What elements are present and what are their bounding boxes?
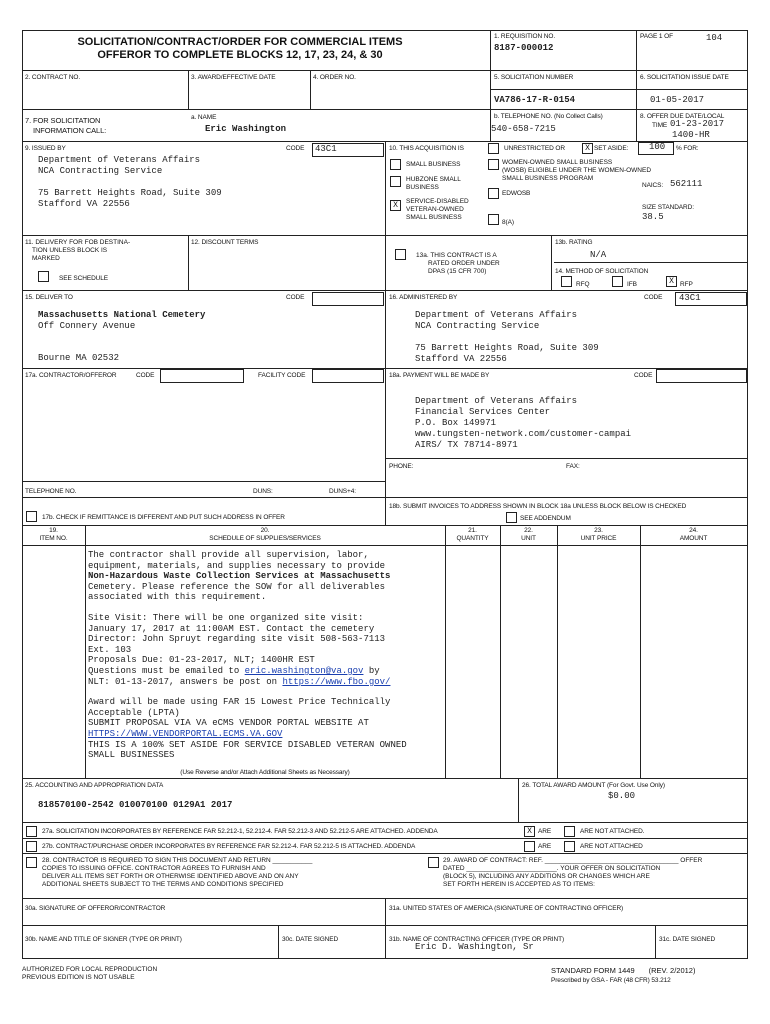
total-award-amount[interactable]: $0.00 bbox=[608, 791, 636, 801]
ifb-checkbox[interactable] bbox=[612, 276, 623, 287]
col-unit-price bbox=[557, 527, 640, 542]
deliver-to-city: Bourne MA 02532 bbox=[38, 353, 120, 363]
hubzone-label-line: BUSINESS bbox=[406, 184, 439, 191]
fob-delivery-label-line: MARKED bbox=[32, 255, 60, 262]
set-aside-label: SET ASIDE: bbox=[594, 145, 629, 152]
schedule-line: The contractor shall provide all supervision, labor, bbox=[88, 550, 369, 560]
payment-code-field[interactable] bbox=[656, 369, 747, 383]
issued-by-address bbox=[38, 155, 222, 210]
submit-invoices-label: 18b. SUBMIT INVOICES TO ADDRESS SHOWN IN BLOCK 18a UNLESS BLOCK BELOW IS CHECKED bbox=[389, 503, 687, 510]
col-label: UNIT PRICE bbox=[580, 534, 617, 542]
addenda-b-are-not-checkbox[interactable] bbox=[564, 841, 575, 852]
offeror-signature-label: 30a. SIGNATURE OF OFFEROR/CONTRACTOR bbox=[25, 905, 166, 912]
payment-code-label: CODE bbox=[634, 372, 653, 379]
payment-line: Department of Veterans Affairs bbox=[415, 396, 578, 406]
duns-plus4-label: DUNS+4: bbox=[329, 488, 356, 495]
size-standard-label: SIZE STANDARD: bbox=[642, 204, 694, 211]
sdvosb-label-line: SERVICE-DISABLED bbox=[406, 198, 469, 205]
rated-order-label-line: 13a. THIS CONTRACT IS A bbox=[416, 252, 497, 259]
info-call-label bbox=[25, 116, 106, 136]
issued-by-code-label: CODE bbox=[286, 145, 305, 152]
payment-line: Financial Services Center bbox=[415, 407, 551, 417]
administered-by-line: Department of Veterans Affairs bbox=[415, 310, 578, 320]
col-label: AMOUNT bbox=[679, 534, 708, 542]
addenda-are-not-checkbox[interactable] bbox=[564, 826, 575, 837]
sdvosb-label-line: VETERAN-OWNED bbox=[406, 206, 464, 213]
payment-line: www.tungsten-network.com/customer-campai bbox=[415, 429, 632, 439]
col-schedule bbox=[85, 527, 445, 542]
solicitation-number-label: 5. SOLICITATION NUMBER bbox=[494, 74, 574, 81]
rated-order-label bbox=[416, 252, 500, 276]
clause-28-checkbox[interactable] bbox=[26, 857, 37, 868]
addenda-b-are-checkbox[interactable] bbox=[524, 841, 535, 852]
naics-label: NAICS: bbox=[642, 182, 664, 189]
schedule-line: SUBMIT PROPOSAL VIA VA eCMS VENDOR PORTAL WEBSITE AT bbox=[88, 718, 369, 729]
page-label: PAGE 1 OF bbox=[640, 33, 673, 40]
payment-line: P.O. Box 149971 bbox=[415, 418, 497, 428]
award-date-label: 3. AWARD/EFFECTIVE DATE bbox=[191, 74, 276, 81]
facility-code-label: FACILITY CODE bbox=[258, 372, 306, 379]
rfp-label: RFP bbox=[680, 281, 693, 288]
solicitation-number[interactable]: VA786-17-R-0154 bbox=[494, 95, 576, 105]
email-link[interactable]: eric.washington@va.gov bbox=[244, 665, 364, 676]
clause-27b-label: 27b. CONTRACT/PURCHASE ORDER INCORPORATES BY REFERENCE FAR 52.212-4. FAR 52.212-5 IS ATTACHED. ADDENDA bbox=[42, 843, 416, 850]
deliver-to-code-label: CODE bbox=[286, 294, 305, 301]
administered-by-code: 43C1 bbox=[679, 293, 701, 303]
hubzone-label bbox=[406, 176, 461, 192]
clause-27b-checkbox[interactable] bbox=[26, 841, 37, 852]
schedule-line bbox=[88, 666, 407, 677]
clause-29-line: SET FORTH HEREIN IS ACCEPTED AS TO ITEMS: bbox=[443, 881, 595, 888]
col-quantity bbox=[445, 527, 500, 542]
col-number: 19. bbox=[49, 527, 58, 534]
schedule-line: January 17, 2017 at 11:00AM EST. Contact the cemetery bbox=[88, 623, 375, 634]
discount-terms-label: 12. DISCOUNT TERMS bbox=[191, 239, 259, 246]
schedule-text: Questions must be emailed to bbox=[88, 665, 245, 676]
remittance-checkbox[interactable] bbox=[26, 511, 37, 522]
addenda-are-label: ARE bbox=[538, 828, 552, 835]
offeror-date-signed-label: 30c. DATE SIGNED bbox=[282, 936, 339, 943]
addenda-are-checkbox[interactable]: X bbox=[524, 826, 535, 837]
offer-due-date[interactable]: 01-23-2017 bbox=[670, 119, 725, 129]
ifb-label: IFB bbox=[627, 281, 637, 288]
schedule-line: associated with this requirement. bbox=[88, 592, 267, 603]
clause-29-checkbox[interactable] bbox=[428, 857, 439, 868]
footer-line: PREVIOUS EDITION IS NOT USABLE bbox=[22, 974, 135, 981]
percent-for-label: % FOR: bbox=[676, 145, 699, 152]
small-business-label: SMALL BUSINESS bbox=[406, 161, 461, 168]
rfp-checkbox[interactable]: X bbox=[666, 276, 677, 287]
vendor-portal-link[interactable]: HTTPS://WWW.VENDORPORTAL.ECMS.VA.GOV bbox=[88, 728, 283, 739]
fob-delivery-label-line: 11. DELIVERY FOR FOB DESTINA- bbox=[25, 239, 131, 246]
contractor-code-field[interactable] bbox=[160, 369, 244, 383]
col-unit bbox=[500, 527, 557, 542]
signer-name-label: 30b. NAME AND TITLE OF SIGNER (TYPE OR PRINT) bbox=[25, 936, 182, 943]
administered-by-label: 16. ADMINISTERED BY bbox=[389, 294, 458, 301]
deliver-to-street: Off Connery Avenue bbox=[38, 321, 136, 331]
schedule-text: by bbox=[363, 665, 380, 676]
size-standard[interactable]: 38.5 bbox=[642, 212, 664, 222]
issued-by-line: NCA Contracting Service bbox=[38, 166, 163, 176]
acquisition-label: 10. THIS ACQUISITION IS bbox=[389, 145, 464, 152]
clause-28-text bbox=[42, 857, 312, 889]
clause-28-line: ADDITIONAL SHEETS SUBJECT TO THE TERMS AND CONDITIONS SPECIFIED bbox=[42, 881, 284, 888]
clause-29-line: DATED _________________________. YOUR OFFER ON SOLICITATION bbox=[443, 865, 661, 872]
clause-29-line: (BLOCK 5), INCLUDING ANY ADDITIONS OR CHANGES WHICH ARE bbox=[443, 873, 650, 880]
contractor-code-label: CODE bbox=[136, 372, 155, 379]
col-amount bbox=[640, 527, 747, 542]
administered-by-address bbox=[415, 310, 599, 365]
form-name: STANDARD FORM 1449 bbox=[551, 966, 635, 975]
col-number: 22. bbox=[524, 527, 533, 534]
additional-sheets-note: (Use Reverse and/or Attach Additional Sheets as Necessary) bbox=[180, 769, 350, 776]
col-number: 20. bbox=[260, 527, 270, 534]
edwosb-checkbox[interactable] bbox=[488, 188, 499, 199]
deliver-to-name: Massachusetts National Cemetery bbox=[38, 310, 206, 320]
form-title-line-2: OFFEROR TO COMPLETE BLOCKS 12, 17, 23, 24, & 30 bbox=[97, 49, 383, 61]
rating-label: 13b. RATING bbox=[555, 239, 593, 246]
schedule-text: NLT: 01-13-2017, answers be post on bbox=[88, 676, 283, 687]
deliver-to-code-field[interactable] bbox=[312, 292, 384, 306]
offer-due-time[interactable]: 1400-HR bbox=[672, 130, 710, 140]
issue-date-label: 6. SOLICITATION ISSUE DATE bbox=[640, 74, 729, 81]
see-addendum-label: SEE ADDENDUM bbox=[520, 515, 571, 522]
requisition-number[interactable]: 8187-000012 bbox=[494, 43, 554, 53]
form-title bbox=[30, 36, 450, 62]
rated-order-checkbox[interactable] bbox=[395, 249, 406, 260]
unrestricted-label: UNRESTRICTED OR bbox=[504, 145, 565, 152]
issued-by-line: Department of Veterans Affairs bbox=[38, 155, 201, 165]
prescribed-by: Prescribed by GSA - FAR (48 CFR) 53.212 bbox=[551, 977, 671, 984]
hubzone-label-line: HUBZONE SMALL bbox=[406, 176, 461, 183]
offer-due-time-label: TIME bbox=[652, 122, 668, 129]
telephone-number[interactable]: 540-658-7215 bbox=[491, 124, 556, 134]
accounting-label: 25. ACCOUNTING AND APPROPRIATION DATA bbox=[25, 782, 164, 789]
rfq-checkbox[interactable] bbox=[561, 276, 572, 287]
wosb-checkbox[interactable] bbox=[488, 159, 499, 170]
col-label: ITEM NO. bbox=[39, 534, 68, 542]
issue-date[interactable]: 01-05-2017 bbox=[650, 95, 705, 105]
payment-address bbox=[415, 396, 631, 451]
clause-29-text bbox=[443, 857, 702, 889]
see-schedule-label: SEE SCHEDULE bbox=[59, 275, 109, 282]
see-addendum-checkbox[interactable] bbox=[506, 512, 517, 523]
schedule-line: Director: John Spruyt regarding site visit 508-563-7113 bbox=[88, 634, 386, 645]
reproduction-note bbox=[22, 966, 157, 982]
offer-due-label: 8. OFFER DUE DATE/LOCAL bbox=[640, 113, 725, 120]
schedule-line: Proposals Due: 01-23-2017, NLT; 1400HR EST bbox=[88, 655, 315, 666]
total-award-label: 26. TOTAL AWARD AMOUNT (For Govt. Use Only) bbox=[522, 782, 665, 789]
issued-by-code: 43C1 bbox=[315, 144, 337, 154]
schedule-line: Ext. 103 bbox=[88, 644, 132, 655]
administered-by-line: 75 Barrett Heights Road, Suite 309 bbox=[415, 343, 599, 353]
col-number: 23. bbox=[594, 527, 603, 534]
form-revision: (REV. 2/2012) bbox=[648, 966, 696, 975]
schedule-line: THIS IS A 100% SET ASIDE FOR SERVICE DISABLED VETERAN OWNED bbox=[88, 739, 407, 750]
payment-fax-label: FAX: bbox=[566, 463, 580, 470]
administered-by-code-label: CODE bbox=[644, 294, 663, 301]
edwosb-label: EDWOSB bbox=[502, 190, 531, 197]
issued-by-code-field[interactable] bbox=[312, 143, 384, 157]
contracting-officer-name-label: 31b. NAME OF CONTRACTING OFFICER (TYPE OR PRINT) bbox=[389, 936, 565, 943]
fbo-link[interactable]: https://www.fbo.gov/ bbox=[282, 676, 391, 687]
schedule-line bbox=[88, 677, 407, 688]
small-business-checkbox[interactable] bbox=[390, 159, 401, 170]
col-item-no bbox=[22, 527, 85, 542]
wosb-label-line: SMALL BUSINESS PROGRAM bbox=[502, 175, 594, 182]
sdvosb-label-line: SMALL BUSINESS bbox=[406, 214, 462, 221]
col-number: 24. bbox=[689, 527, 698, 534]
form-number bbox=[551, 966, 695, 975]
unrestricted-checkbox[interactable] bbox=[488, 143, 499, 154]
set-aside-percent-field[interactable] bbox=[638, 142, 674, 155]
schedule-line: equipment, materials, and supplies necessary to provide bbox=[88, 560, 386, 571]
fob-delivery-label-line: TION UNLESS BLOCK IS bbox=[32, 247, 108, 254]
fob-delivery-label bbox=[25, 239, 130, 263]
info-call-label-line-2: INFORMATION CALL: bbox=[33, 126, 107, 135]
administered-by-line: Stafford VA 22556 bbox=[415, 354, 507, 364]
set-aside-percent: 100 bbox=[649, 142, 666, 152]
clause-27a-label: 27a. SOLICITATION INCORPORATES BY REFERENCE FAR 52.212-1, 52.212-4. FAR 52.212-3 AND 52.212-5 ARE ATTACHED. ADDENDA bbox=[42, 828, 438, 835]
schedule-line: Cemetery. Please reference the SOW for all deliverables bbox=[88, 581, 386, 592]
footer-line: AUTHORIZED FOR LOCAL REPRODUCTION bbox=[22, 966, 158, 973]
addenda-b-are-label: ARE bbox=[538, 843, 552, 850]
rfq-label: RFQ bbox=[576, 281, 590, 288]
sdvosb-checkbox[interactable]: X bbox=[390, 200, 401, 211]
col-label: QUANTITY bbox=[456, 534, 489, 542]
rated-order-label-line: RATED ORDER UNDER bbox=[428, 260, 500, 267]
addenda-b-are-not-label: ARE NOT ATTACHED bbox=[580, 843, 643, 850]
clause-28-line: DELIVER ALL ITEMS SET FORTH OR OTHERWISE IDENTIFIED ABOVE AND ON ANY bbox=[42, 873, 299, 880]
administered-by-line: NCA Contracting Service bbox=[415, 321, 540, 331]
schedule-description bbox=[88, 550, 407, 761]
wosb-label bbox=[502, 159, 651, 183]
payment-line: AIRS/ TX 78714-8971 bbox=[415, 440, 518, 450]
page-count: 104 bbox=[706, 33, 723, 43]
clause-28-line: 28. CONTRACTOR IS REQUIRED TO SIGN THIS DOCUMENT AND RETURN ___________ bbox=[42, 857, 313, 864]
order-no-label: 4. ORDER NO. bbox=[313, 74, 356, 81]
hubzone-checkbox[interactable] bbox=[390, 176, 401, 187]
contractor-telephone-label: TELEPHONE NO. bbox=[25, 488, 77, 495]
schedule-line: Acceptable (LPTA) bbox=[88, 707, 180, 718]
remittance-label: 17b. CHECK IF REMITTANCE IS DIFFERENT AND PUT SUCH ADDRESS IN OFFER bbox=[42, 514, 285, 521]
requisition-label: 1. REQUISITION NO. bbox=[494, 33, 556, 40]
see-schedule-checkbox[interactable] bbox=[38, 271, 49, 282]
contact-name-label: a. NAME bbox=[191, 114, 217, 121]
rated-order-label-line: DPAS (15 CFR 700) bbox=[428, 268, 487, 275]
eight-a-label: 8(A) bbox=[502, 219, 514, 226]
col-label: SCHEDULE OF SUPPLIES/SERVICES bbox=[209, 534, 321, 542]
contact-name[interactable]: Eric Washington bbox=[205, 124, 287, 134]
set-aside-checkbox[interactable]: X bbox=[582, 143, 593, 154]
duns-label: DUNS: bbox=[253, 488, 273, 495]
payment-phone-label: PHONE: bbox=[389, 463, 414, 470]
clause-28-line: COPIES TO ISSUING OFFICE. CONTRACTOR AGREES TO FURNISH AND bbox=[42, 865, 266, 872]
deliver-to-label: 15. DELIVER TO bbox=[25, 294, 73, 301]
officer-date-signed-label: 31c. DATE SIGNED bbox=[659, 936, 716, 943]
contractor-label: 17a. CONTRACTOR/OFFEROR bbox=[25, 372, 117, 379]
sdvosb-label bbox=[406, 198, 469, 222]
accounting-data[interactable]: 818570100-2542 010070100 0129A1 2017 bbox=[38, 800, 233, 810]
schedule-line: SMALL BUSINESSES bbox=[88, 750, 175, 761]
clause-27a-checkbox[interactable] bbox=[26, 826, 37, 837]
administered-by-code-field[interactable] bbox=[675, 292, 747, 306]
payment-by-label: 18a. PAYMENT WILL BE MADE BY bbox=[389, 372, 490, 379]
naics-code[interactable]: 562111 bbox=[670, 179, 703, 189]
form-title-line-1: SOLICITATION/CONTRACT/ORDER FOR COMMERCIAL ITEMS bbox=[77, 36, 403, 48]
schedule-line: Site Visit: There will be one organized site visit: bbox=[88, 612, 364, 623]
contracting-officer-signature-label: 31a. UNITED STATES OF AMERICA (SIGNATURE OF CONTRACTING OFFICER) bbox=[389, 905, 624, 912]
clause-29-line: 29. AWARD OF CONTRACT: REF. _____________________________________ OFFER bbox=[443, 857, 703, 864]
facility-code-field[interactable] bbox=[312, 369, 384, 383]
eight-a-checkbox[interactable] bbox=[488, 214, 499, 225]
schedule-line: Award will be made using FAR 15 Lowest Price Technically bbox=[88, 697, 391, 708]
rating-value[interactable]: N/A bbox=[590, 250, 607, 260]
issued-by-line: Stafford VA 22556 bbox=[38, 199, 130, 209]
contracting-officer-name[interactable]: Eric D. Washington, Sr bbox=[415, 942, 534, 952]
issued-by-line: 75 Barrett Heights Road, Suite 309 bbox=[38, 188, 222, 198]
method-of-solicitation-label: 14. METHOD OF SOLICITATION bbox=[555, 268, 649, 275]
schedule-line: Non-Hazardous Waste Collection Services at Massachusetts bbox=[88, 571, 391, 582]
addenda-are-not-label: ARE NOT ATTACHED. bbox=[580, 828, 645, 835]
contract-no-label: 2. CONTRACT NO. bbox=[25, 74, 81, 81]
wosb-label-line: WOMEN-OWNED SMALL BUSINESS bbox=[502, 159, 613, 166]
issued-by-label: 9. ISSUED BY bbox=[25, 145, 66, 152]
col-number: 21. bbox=[468, 527, 477, 534]
info-call-label-line-1: 7. FOR SOLICITATION bbox=[25, 116, 101, 125]
telephone-label: b. TELEPHONE NO. (No Collect Calls) bbox=[494, 113, 603, 120]
wosb-label-line: (WOSB) ELIGIBLE UNDER THE WOMEN-OWNED bbox=[502, 167, 652, 174]
col-label: UNIT bbox=[521, 534, 536, 542]
